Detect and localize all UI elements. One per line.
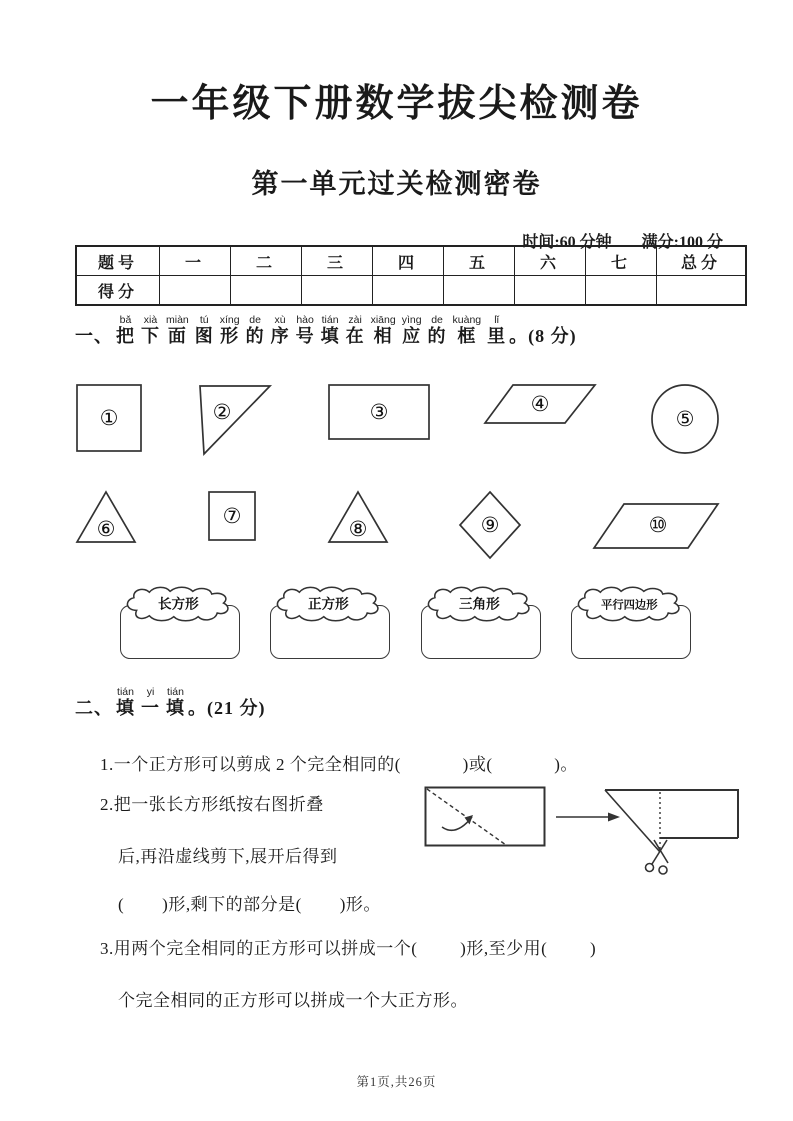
cloud-label: [122, 585, 240, 623]
svg-text:正方形: 正方形: [308, 596, 349, 612]
shape-triangle: [327, 490, 389, 544]
score-table-header-cell: 七: [586, 246, 657, 276]
svg-text:⑦: ⑦: [222, 504, 242, 528]
shape-right-triangle: [196, 383, 274, 457]
svg-text:⑤: ⑤: [675, 407, 695, 431]
score-cell-empty: [231, 276, 302, 306]
svg-text:⑧: ⑧: [348, 517, 367, 541]
shape-parallelogram-wide: [592, 502, 720, 550]
shape-rectangle: [327, 383, 431, 441]
full-score-label: 满分:100 分: [641, 234, 723, 251]
page-title: 一年级下册数学拔尖检测卷: [150, 83, 643, 125]
category-box: [120, 585, 242, 659]
score-cell-empty: [657, 276, 747, 306]
section2-points: 。(21 分): [188, 698, 266, 718]
category-box: [571, 585, 693, 659]
score-table-header-cell: 五: [444, 246, 515, 276]
score-table-header-cell: 三: [302, 246, 373, 276]
folded-cut-figure: [604, 788, 740, 885]
section1-heading: [75, 314, 577, 348]
category-box: [421, 585, 543, 659]
score-table-header-cell: 一: [160, 246, 231, 276]
score-table-score-row: [76, 276, 746, 306]
score-table-header-cell: 六: [515, 246, 586, 276]
score-table-header-cell: 总分: [657, 246, 747, 276]
cloud-label: [272, 585, 390, 623]
shape-triangle: [75, 490, 137, 544]
shapes-row-2: [75, 490, 720, 560]
svg-text:三角形: 三角形: [458, 596, 500, 612]
score-cell-empty: [515, 276, 586, 306]
svg-text:平行四边形: 平行四边形: [601, 599, 658, 612]
page-number-footer: 第1页,共26页: [356, 1075, 437, 1089]
scissors-icon: [646, 840, 669, 874]
section2-ruby-text: 填tián一yi填tián: [116, 686, 185, 718]
svg-text:①: ①: [99, 406, 119, 430]
category-box: [270, 585, 392, 659]
score-table-header-cell: 四: [373, 246, 444, 276]
score-table-header-row: [76, 246, 746, 276]
svg-text:⑩: ⑩: [648, 513, 668, 537]
cloud-label: [423, 585, 541, 623]
unit-subtitle: 第一单元过关检测密卷: [251, 169, 542, 199]
question-2-line-2: 后,再沿虚线剪下,展开后得到: [118, 847, 338, 866]
shape-diamond: [458, 490, 522, 560]
svg-text:⑨: ⑨: [480, 513, 500, 537]
question-2-line-1: 2.把一张长方形纸按右图折叠: [100, 795, 324, 814]
score-cell-empty: [160, 276, 231, 306]
section2-number: 二、: [75, 698, 113, 718]
question-2-line-3: ( )形,剩下的部分是( )形。: [118, 895, 381, 914]
time-limit-label: 时间:60 分钟: [522, 234, 612, 251]
svg-text:②: ②: [212, 400, 232, 424]
svg-text:⑥: ⑥: [96, 517, 116, 541]
question-1: 1.一个正方形可以剪成 2 个完全相同的( )或( )。: [100, 755, 578, 774]
svg-text:④: ④: [530, 392, 550, 416]
score-cell-empty: [302, 276, 373, 306]
score-table-header-cell: 二: [231, 246, 302, 276]
section2-heading: [75, 686, 266, 720]
score-row-label: 得分: [76, 276, 160, 306]
cloud-label: [573, 585, 691, 623]
fold-rectangle-figure: [424, 786, 546, 853]
score-table-header-cell: 题号: [76, 246, 160, 276]
section1-ruby-text: 把bǎ下xià面miàn图tú形xíng的de序xù号hào填tián在zài相xiāng应yìng的de框kuàng里lǐ: [116, 314, 507, 346]
question-3-line-2: 个完全相同的正方形可以拼成一个大正方形。: [118, 991, 468, 1010]
shape-square-small: [207, 490, 257, 542]
category-boxes-row: [120, 585, 693, 659]
shape-circle: [650, 383, 720, 455]
shapes-row-1: [75, 383, 720, 457]
shape-square: [75, 383, 143, 453]
shape-parallelogram: [483, 383, 597, 425]
section1-points: 。(8 分): [509, 326, 577, 346]
score-cell-empty: [373, 276, 444, 306]
svg-text:长方形: 长方形: [157, 596, 199, 612]
svg-text:③: ③: [369, 400, 388, 424]
score-cell-empty: [444, 276, 515, 306]
score-cell-empty: [586, 276, 657, 306]
section1-number: 一、: [75, 326, 113, 346]
score-table: [75, 245, 747, 306]
question-3-line-1: 3.用两个完全相同的正方形可以拼成一个( )形,至少用( ): [100, 939, 597, 958]
